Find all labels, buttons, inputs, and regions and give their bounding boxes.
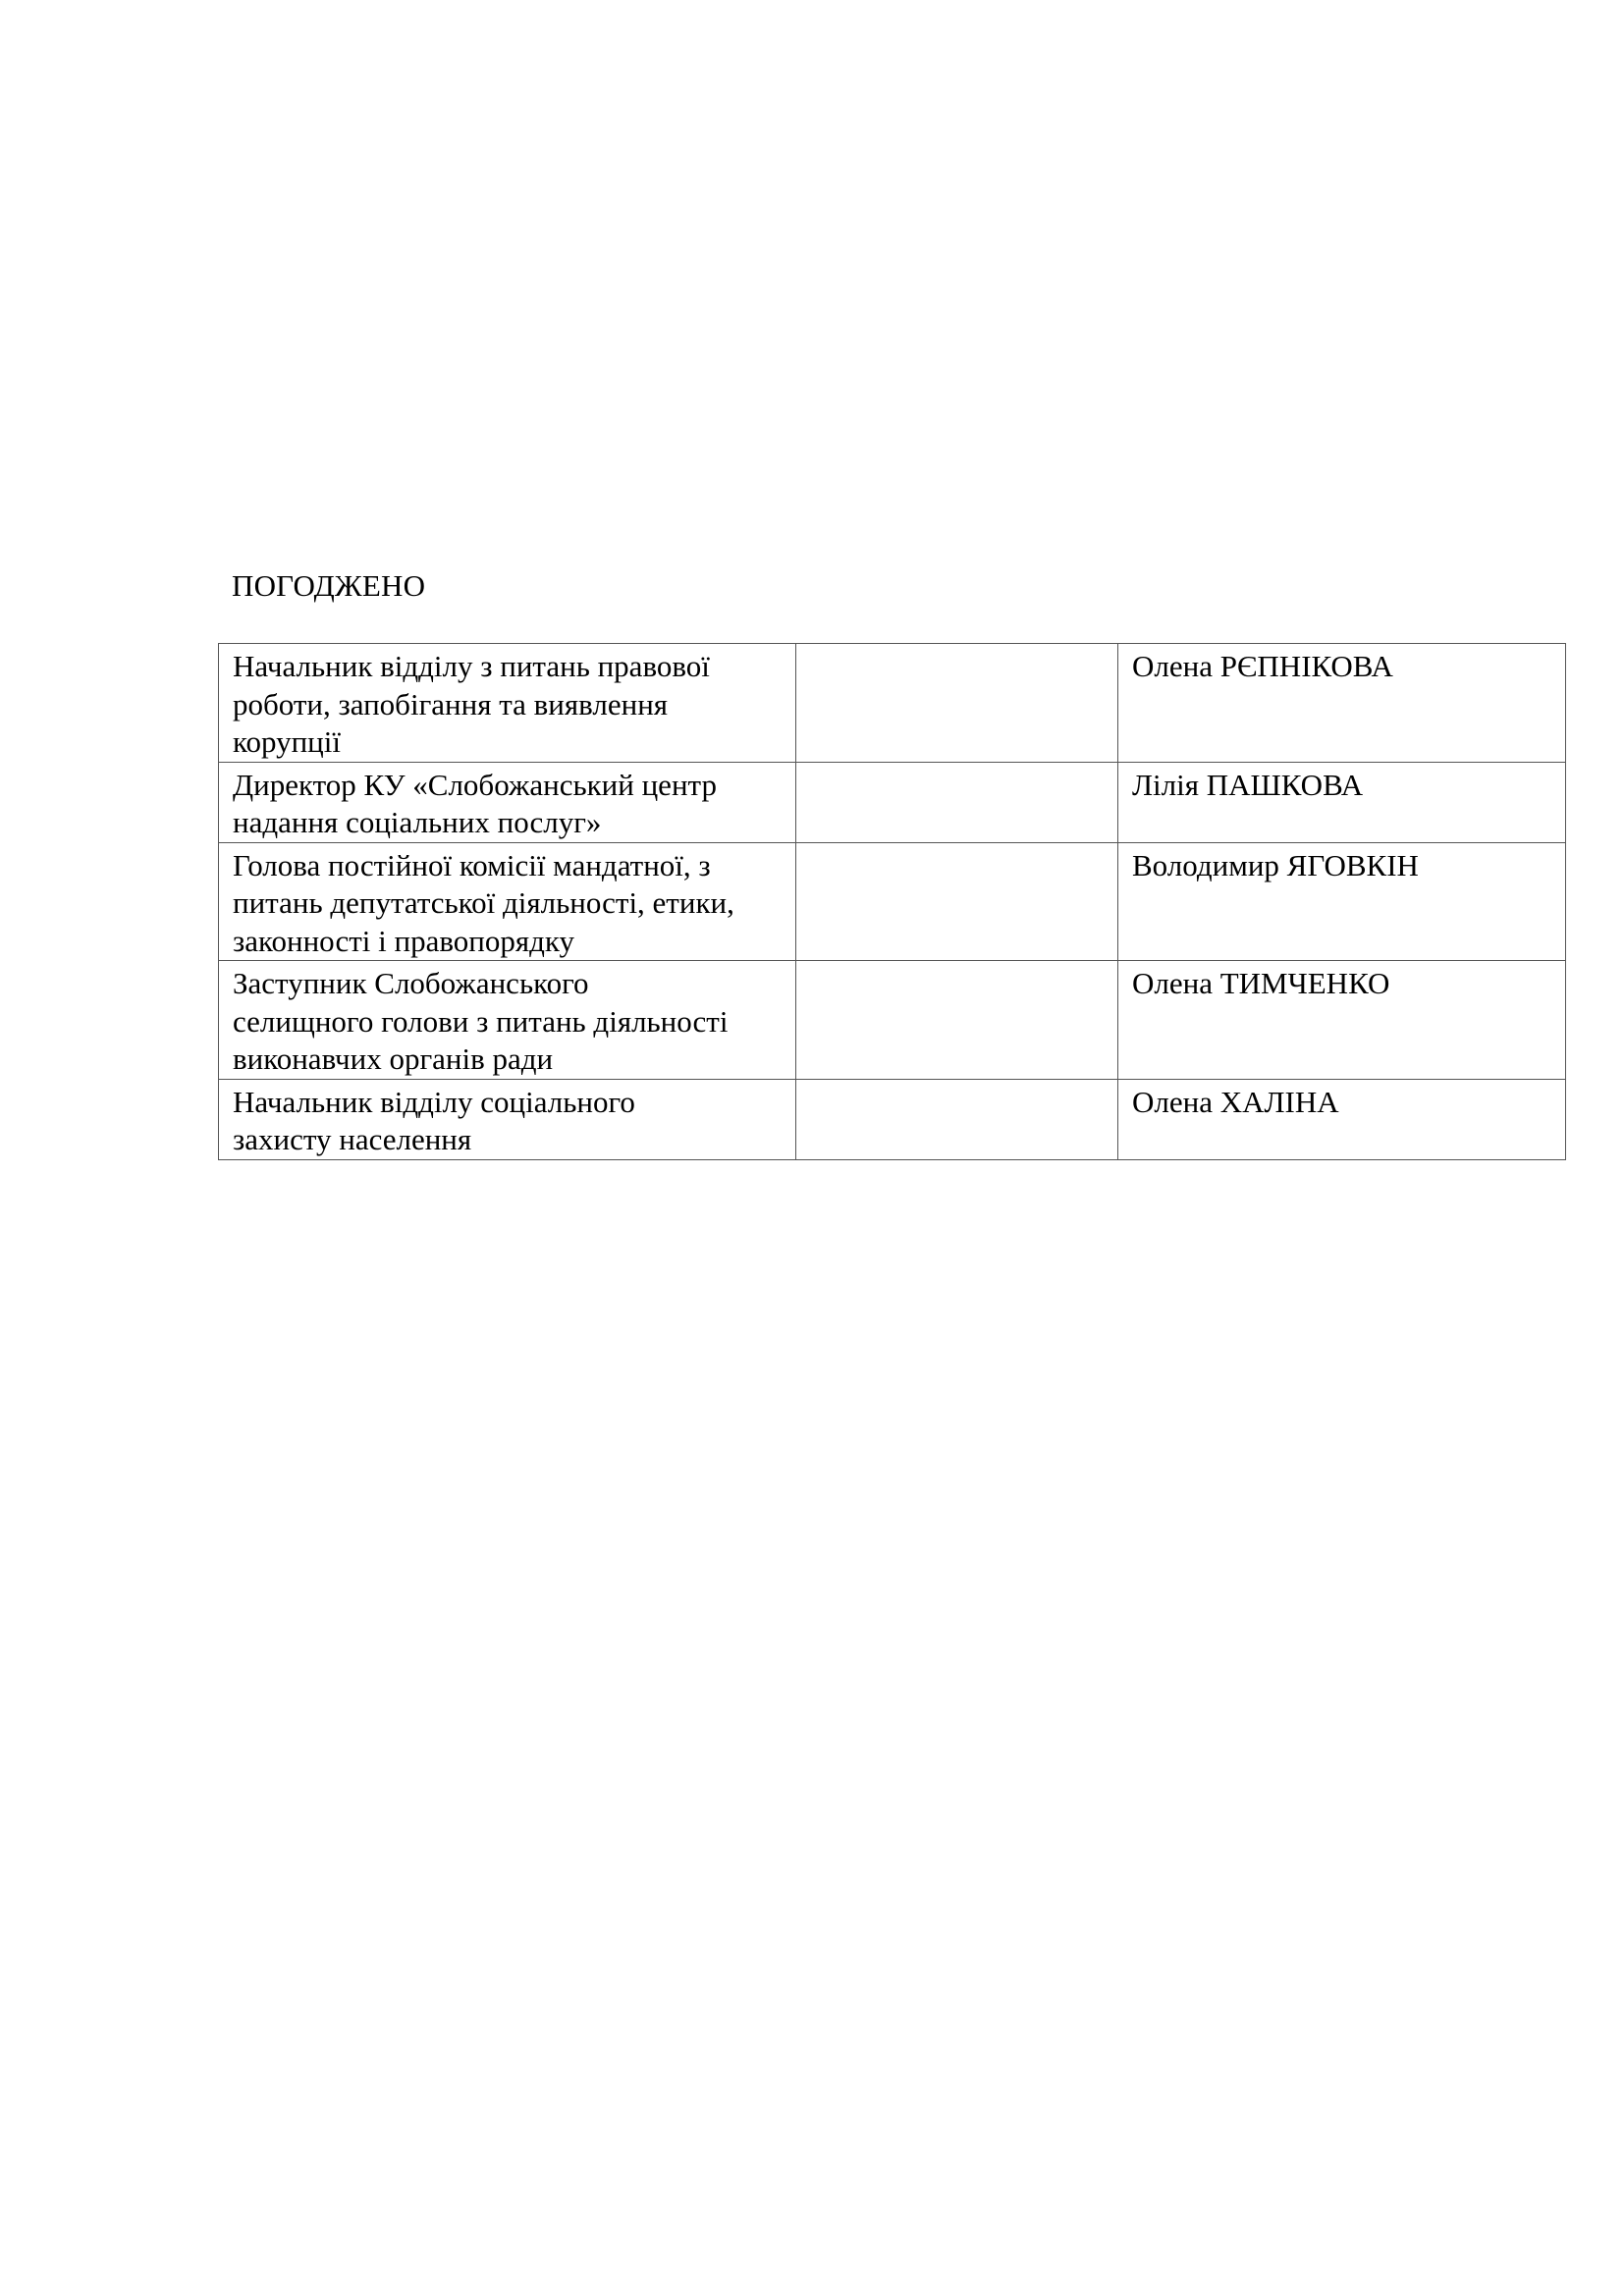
position-cell [219,961,796,1080]
signature-cell [796,644,1118,763]
position-line: Заступник Слобожанського [233,966,589,1000]
position-line: селищного голови з питань діяльності [233,1003,729,1039]
position-line: Начальник відділу соціального [233,1084,635,1119]
position-cell [219,644,796,763]
position-line: корупції [233,724,341,759]
table-row [219,1079,1566,1159]
table-row [219,961,1566,1080]
position-line: Директор КУ «Слобожанський центр [233,767,717,802]
name-cell: Лілія ПАШКОВА [1118,762,1566,842]
signature-cell [796,961,1118,1080]
position-line: захисту населення [233,1122,472,1156]
position-cell [219,762,796,842]
approval-table [218,643,1566,1160]
table-row [219,762,1566,842]
name-cell: Володимир ЯГОВКІН [1118,842,1566,961]
signature-cell [796,842,1118,961]
position-cell [219,842,796,961]
name-cell: Олена РЄПНІКОВА [1118,644,1566,763]
table-row [219,842,1566,961]
approval-heading: ПОГОДЖЕНО [232,568,426,603]
position-cell [219,1079,796,1159]
signature-cell [796,762,1118,842]
position-line: законності і правопорядку [233,923,574,958]
signature-cell [796,1079,1118,1159]
position-line: питань депутатської діяльності, етики, [233,885,734,920]
position-line: Голова постійної комісії мандатної, з [233,847,711,882]
position-line: виконавчих органів ради [233,1041,554,1076]
table-row [219,644,1566,763]
name-cell: Олена ХАЛІНА [1118,1079,1566,1159]
position-line: роботи, запобігання та виявлення [233,686,669,721]
name-cell: Олена ТИМЧЕНКО [1118,961,1566,1080]
position-line: надання соціальних послуг» [233,805,602,839]
position-line: Начальник відділу з питань правової [233,649,710,683]
